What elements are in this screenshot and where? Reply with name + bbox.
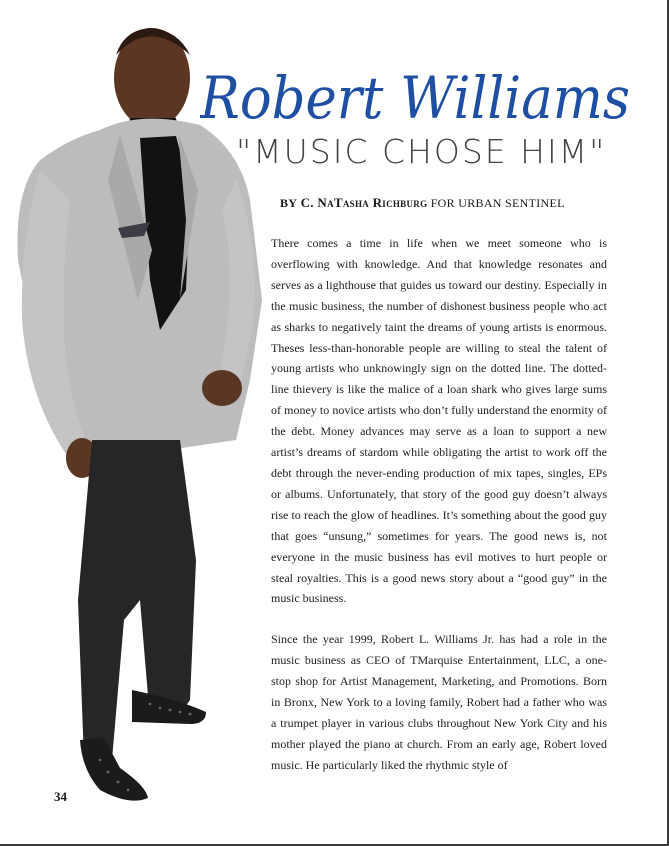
byline bbox=[280, 195, 620, 211]
article-title-text: Robert Williams bbox=[200, 64, 630, 132]
article-subtitle: "MUSIC CHOSE HIM" bbox=[236, 132, 607, 171]
article-body bbox=[271, 233, 607, 776]
byline-publication: FOR URBAN SENTINEL bbox=[430, 196, 565, 210]
paragraph: There comes a time in life when we meet someone who is overflowing with knowledge. And that knowledge resonates and serves as a lighthouse that guides us toward our destiny. Especially in the music business, the number of dishonest business people who act as sharks to negatively taint the dreams of young artists is enormous. Theses less-than-honorable people are willing to steal the talent of young artists who unknowingly sign on the dotted line. The dotted-line thievery is like the malice of a loan shark who gives large sums of money to novice artists who don’t fully understand the enormity of the debt. Money advances may serve as a loan to support a new artist’s dreams of stardom while obligating the artist to work off the debt through the never-ending production of mix tapes, singles, EPs or albums. Unfortunately, that story of the good guy doesn’t always rise to reach the glow of headlines. It’s something about the good guy that goes “unsung,” sometimes for years. The good news is, not everyone in the music business has evil motives to hurt people or steal royalties. This is a good news story about a “good guy” in the music business. bbox=[271, 236, 607, 606]
page-number: 34 bbox=[54, 789, 67, 804]
byline-prefix: BY bbox=[280, 196, 298, 210]
paragraph: Since the year 1999, Robert L. Williams Jr. has had a role in the music business as CEO of TMarquise Entertainment, LLC, a one-stop shop for Artist Management, Marketing, and Promotions. Born in Bronx, New York to a loving family, Robert had a father who was a trumpet player in various clubs throughout New York City and his mother played the piano at church. From an early age, Robert loved music. He particularly liked the rhythmic style of bbox=[271, 632, 607, 772]
byline-author: C. NaTasha Richburg bbox=[300, 195, 428, 210]
